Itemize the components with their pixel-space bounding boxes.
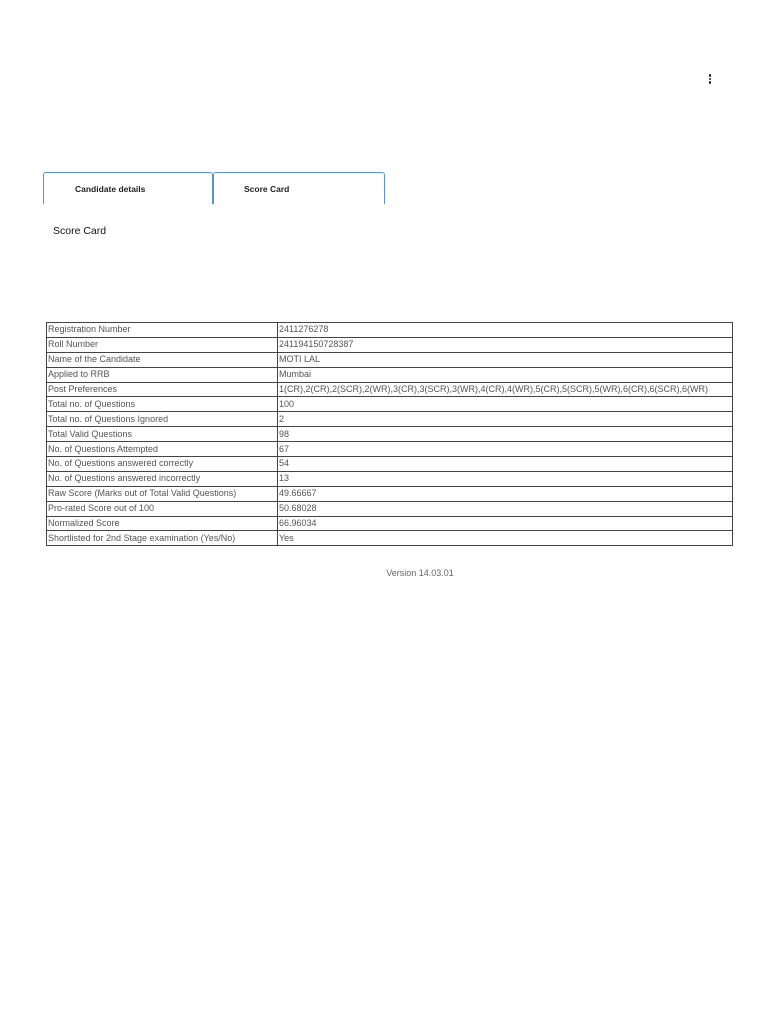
row-label: Registration Number [47, 323, 278, 338]
menu-dot [709, 74, 712, 77]
row-value: 13 [278, 471, 733, 486]
table-row [47, 352, 733, 367]
tab-bar [43, 172, 385, 205]
row-value: 50.68028 [278, 501, 733, 516]
row-label: Total no. of Questions [47, 397, 278, 412]
row-value: MOTI LAL [278, 352, 733, 367]
row-label: Name of the Candidate [47, 352, 278, 367]
row-value: 67 [278, 442, 733, 457]
row-label: Shortlisted for 2nd Stage examination (Yes/No) [47, 531, 278, 546]
table-row [47, 323, 733, 338]
row-value: 2 [278, 412, 733, 427]
row-label: Roll Number [47, 337, 278, 352]
table-row [47, 337, 733, 352]
table-row [47, 531, 733, 546]
page-title: Score Card [53, 225, 107, 237]
row-label: Applied to RRB [47, 367, 278, 382]
table-row [47, 397, 733, 412]
row-value: Mumbai [278, 367, 733, 382]
row-value: 241194150728387 [278, 337, 733, 352]
score-card-table [46, 322, 733, 546]
row-value: 1(CR),2(CR),2(SCR),2(WR),3(CR),3(SCR),3(WR),4(CR),4(WR),5(CR),5(SCR),5(WR),6(CR),6(SCR),6(WR) [278, 382, 733, 397]
table-row [47, 516, 733, 531]
row-value: 98 [278, 427, 733, 442]
row-label: Pro-rated Score out of 100 [47, 501, 278, 516]
table-row [47, 382, 733, 397]
table-row [47, 457, 733, 472]
row-label: No. of Questions answered correctly [47, 457, 278, 472]
tab-candidate-details[interactable]: Candidate details [43, 172, 213, 204]
row-label: Normalized Score [47, 516, 278, 531]
row-label: Total Valid Questions [47, 427, 278, 442]
table-row [47, 367, 733, 382]
row-value: 2411276278 [278, 323, 733, 338]
version-label: Version 14.03.01 [386, 568, 454, 578]
row-value: 54 [278, 457, 733, 472]
row-label: No. of Questions Attempted [47, 442, 278, 457]
table-row [47, 501, 733, 516]
menu-dot [709, 81, 712, 84]
table-row [47, 471, 733, 486]
row-value: Yes [278, 531, 733, 546]
row-label: Total no. of Questions Ignored [47, 412, 278, 427]
row-value: 100 [278, 397, 733, 412]
vertical-ellipsis-icon[interactable] [704, 72, 716, 86]
row-label: Post Preferences [47, 382, 278, 397]
tab-score-card[interactable]: Score Card [213, 172, 385, 204]
row-value: 49.66667 [278, 486, 733, 501]
row-label: No. of Questions answered incorrectly [47, 471, 278, 486]
table-row [47, 442, 733, 457]
table-row [47, 412, 733, 427]
menu-dot [709, 78, 712, 81]
table-row [47, 427, 733, 442]
table-row [47, 486, 733, 501]
row-value: 66.96034 [278, 516, 733, 531]
row-label: Raw Score (Marks out of Total Valid Questions) [47, 486, 278, 501]
